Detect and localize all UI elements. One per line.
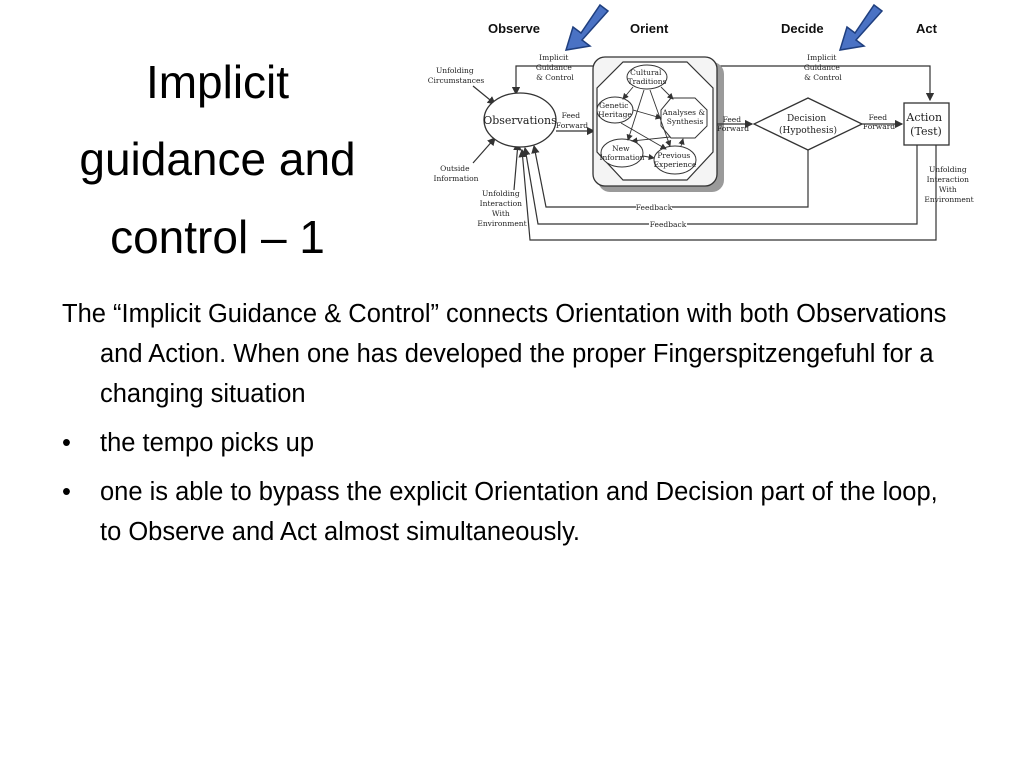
slide-title <box>20 44 415 276</box>
feedback-2-label: Feedback <box>649 220 687 229</box>
unfolding-circumstances-label: Unfolding Circumstances <box>427 66 485 85</box>
action-node <box>904 103 949 145</box>
environment-loop-line <box>522 145 936 240</box>
outside-information-arrow <box>473 138 495 163</box>
analyses-synthesis-label: Analyses & Synthesis <box>662 108 706 126</box>
implicit-guidance-left-label: Implicit Guidance & Control <box>535 53 574 82</box>
action-label: Action (Test) <box>906 111 943 138</box>
bullet-item-2 <box>62 472 962 552</box>
body-text <box>62 294 962 561</box>
feed-forward-1-label: Feed Forward <box>555 111 589 130</box>
phase-observe: Observe <box>488 21 541 36</box>
decision-label: Decision (Hypothesis) <box>779 114 837 136</box>
phase-decide: Decide <box>781 21 824 36</box>
blue-pointer-arrow-right <box>840 5 882 50</box>
outside-information-label: Outside Information <box>433 164 479 183</box>
unfolding-interaction-left-label: Unfolding Interaction With Environment <box>477 189 527 228</box>
bullet-text-2: one is able to bypass the explicit Orientation and Decision part of the loop, to Observe and Act almost simultaneously. <box>100 478 938 546</box>
unfolding-interaction-right-label: Unfolding Interaction With Environment <box>924 165 974 204</box>
bullet-marker: • <box>62 429 71 457</box>
phase-orient: Orient <box>630 21 669 36</box>
intro-paragraph: The “Implicit Guidance & Control” connects Orientation with both Observations and Action. When one has developed the proper Fingerspitzengefuhl for a changing situation <box>62 300 947 408</box>
title-line-2: guidance and <box>79 133 356 186</box>
bullet-marker: • <box>62 478 71 506</box>
implicit-guidance-right-label: Implicit Guidance & Control <box>803 53 842 82</box>
ooda-loop-diagram <box>418 0 978 250</box>
previous-experience-label: Previous Experience <box>653 151 697 169</box>
observations-label: Observations <box>483 114 557 127</box>
bullet-text-1: the tempo picks up <box>100 429 315 457</box>
feed-forward-3-label: Feed Forward <box>862 113 896 131</box>
cultural-traditions-label: Cultural Traditions <box>627 68 667 86</box>
title-line-1: Implicit <box>145 56 290 108</box>
phase-act: Act <box>916 21 937 36</box>
title-line-3: control – 1 <box>110 210 325 263</box>
new-information-label: New Information <box>599 144 645 162</box>
feed-forward-2-label: Feed Forward <box>716 115 750 133</box>
feedback-1-label: Feedback <box>635 203 673 212</box>
circumstances-arrow <box>473 86 495 104</box>
bullet-item-1 <box>62 423 962 463</box>
interaction-left-arrow <box>514 143 518 190</box>
blue-pointer-arrow-left <box>566 5 608 50</box>
decision-node <box>754 98 862 150</box>
genetic-heritage-label: Genetic Heritage <box>598 101 632 119</box>
